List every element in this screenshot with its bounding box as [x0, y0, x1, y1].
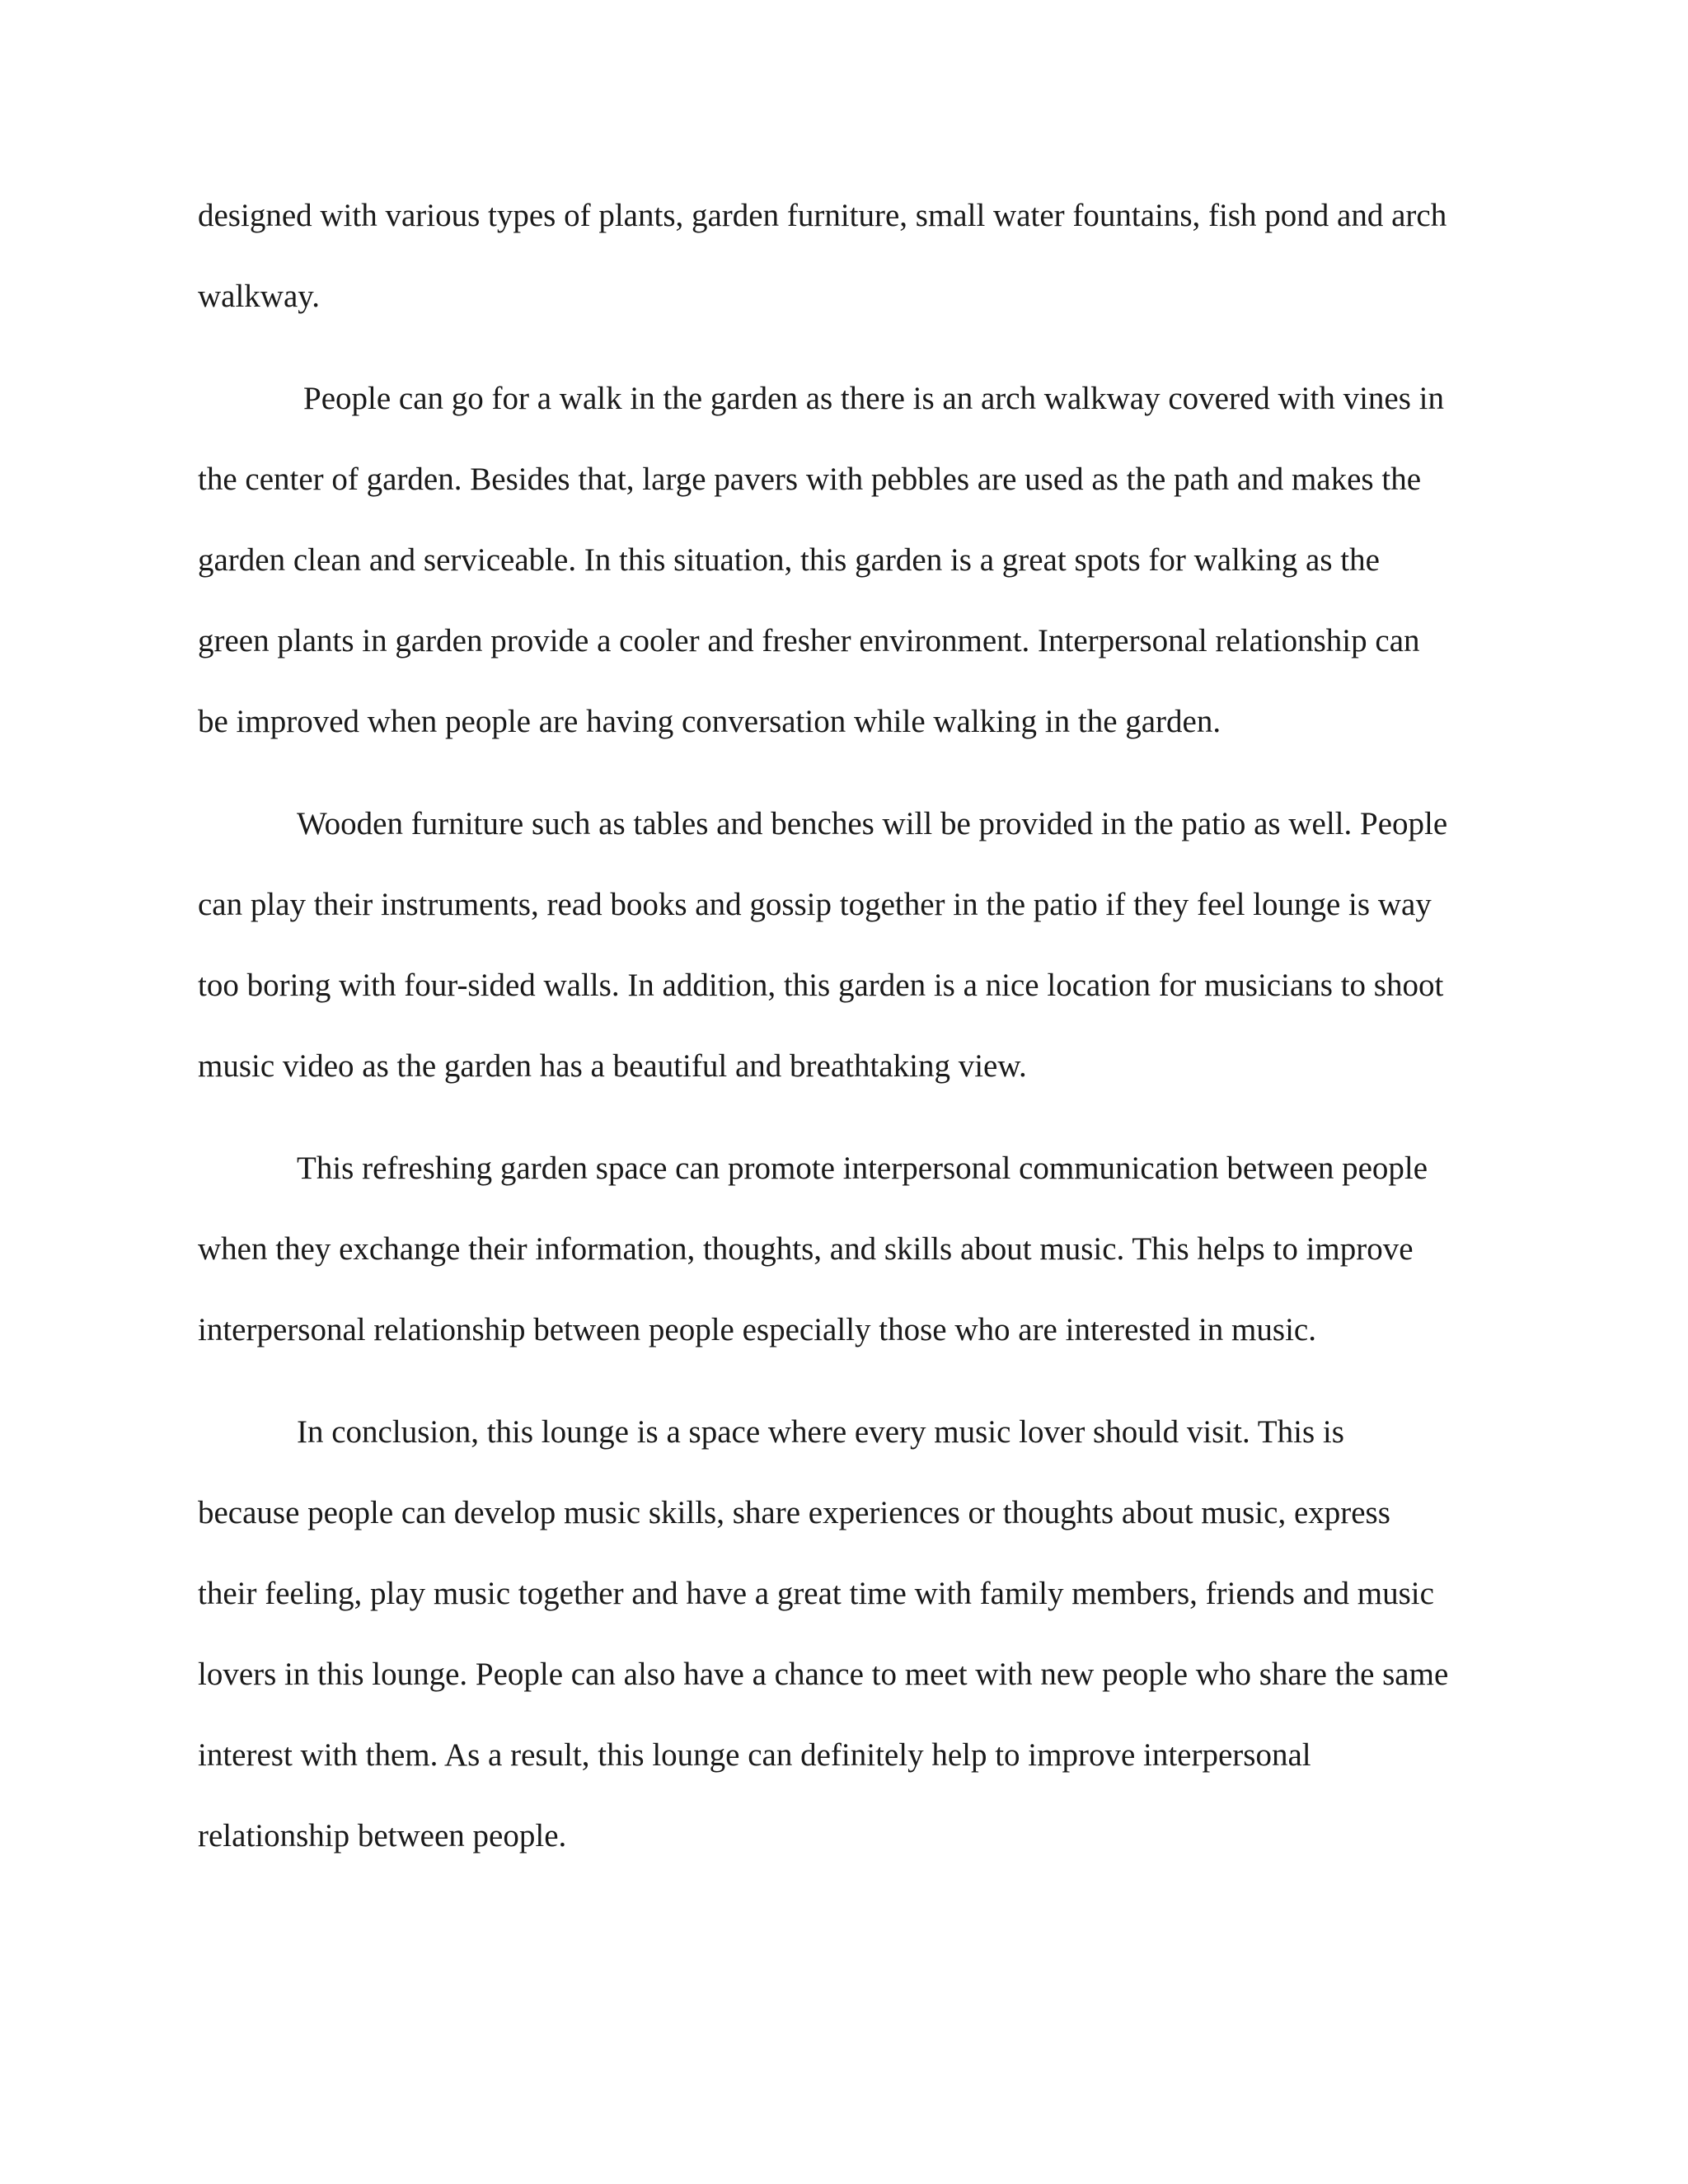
paragraph-line: relationship between people. — [198, 1818, 567, 1854]
paragraph-line: interpersonal relationship between people especially those who are interested in music. — [198, 1312, 1316, 1347]
paragraph-gap — [198, 1119, 1490, 1141]
paragraph-line: the center of garden. Besides that, large pavers with pebbles are used as the path and makes the — [198, 462, 1421, 497]
paragraph-gap — [198, 775, 1490, 796]
paragraph-3 — [198, 796, 1490, 1119]
paragraph-gap — [198, 349, 1490, 371]
paragraph-line: when they exchange their information, thoughts, and skills about music. This helps to improve — [198, 1231, 1414, 1267]
paragraph-line: interest with them. As a result, this lounge can definitely help to improve interpersonal — [198, 1737, 1311, 1773]
paragraph-line: garden clean and serviceable. In this situation, this garden is a great spots for walking as the — [198, 542, 1380, 578]
paragraph-line: designed with various types of plants, garden furniture, small water fountains, fish pond and arch — [198, 198, 1447, 233]
paragraph-line: In conclusion, this lounge is a space where every music lover should visit. This is — [297, 1414, 1344, 1450]
paragraph-line: Wooden furniture such as tables and benches will be provided in the patio as well. People — [297, 806, 1448, 841]
paragraph-line: music video as the garden has a beautiful and breathtaking view. — [198, 1048, 1027, 1084]
paragraph-2 — [198, 371, 1490, 775]
paragraph-1 — [198, 188, 1490, 349]
paragraph-5 — [198, 1404, 1490, 1889]
paragraph-line: lovers in this lounge. People can also have a chance to meet with new people who share the same — [198, 1657, 1449, 1692]
document-body — [198, 188, 1490, 1889]
paragraph-line: their feeling, play music together and have a great time with family members, friends and music — [198, 1576, 1434, 1611]
paragraph-line: People can go for a walk in the garden as there is an arch walkway covered with vines in — [303, 381, 1445, 416]
paragraph-gap — [198, 1383, 1490, 1404]
paragraph-line: because people can develop music skills, share experiences or thoughts about music, express — [198, 1495, 1390, 1530]
paragraph-line: too boring with four-sided walls. In addition, this garden is a nice location for musicians to shoot — [198, 968, 1444, 1003]
paragraph-line: can play their instruments, read books and gossip together in the patio if they feel lounge is way — [198, 887, 1432, 922]
paragraph-line: be improved when people are having conversation while walking in the garden. — [198, 704, 1221, 739]
paragraph-line: walkway. — [198, 279, 321, 314]
paragraph-4 — [198, 1141, 1490, 1383]
paragraph-line: green plants in garden provide a cooler and fresher environment. Interpersonal relationship can — [198, 623, 1420, 658]
paragraph-line: This refreshing garden space can promote interpersonal communication between people — [297, 1151, 1428, 1186]
